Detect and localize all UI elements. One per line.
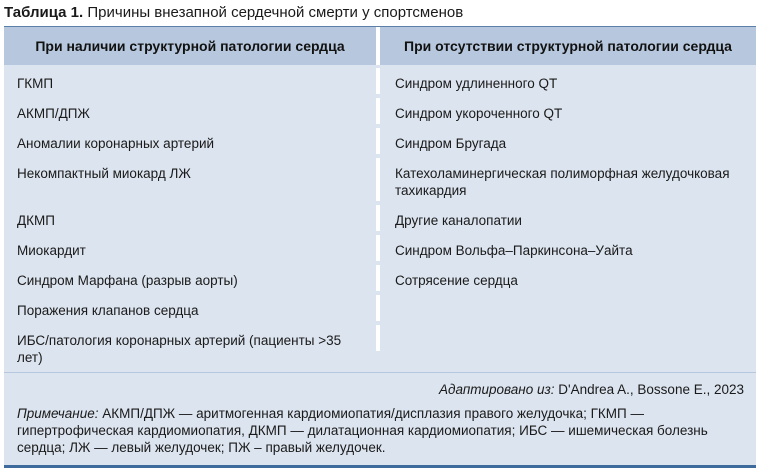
cell-structural: ГКМП	[4, 68, 376, 94]
cell-structural: Аномалии коронарных артерий	[4, 128, 376, 154]
cell-non-structural: Катехоламинергическая полиморфная желудочковая тахикардия	[380, 158, 756, 201]
table-row	[4, 205, 756, 231]
table-row	[4, 128, 756, 154]
table-note	[17, 405, 745, 456]
table-header	[4, 26, 756, 65]
caption-label: Таблица 1.	[4, 4, 84, 21]
header-non-structural: При отсутствии структурной патологии сердца	[404, 38, 732, 54]
cell-non-structural	[380, 295, 756, 321]
cell-structural: Синдром Марфана (разрыв аорты)	[4, 265, 376, 291]
header-structural: При наличии структурной патологии сердца	[35, 38, 345, 54]
table-row	[4, 325, 756, 365]
table-row	[4, 98, 756, 124]
caption-title: Причины внезапной сердечной смерти у спортсменов	[83, 4, 464, 21]
cell-non-structural: Синдром укороченного QT	[380, 98, 756, 124]
cell-non-structural: Синдром Вольфа–Паркинсона–Уайта	[380, 235, 756, 261]
source-label: Адаптировано из:	[439, 382, 555, 397]
cell-structural: Поражения клапанов сердца	[4, 295, 376, 321]
cell-structural: АКМП/ДПЖ	[4, 98, 376, 124]
note-label: Примечание:	[17, 406, 99, 421]
cell-structural: ИБС/патология коронарных артерий (пациенты >35 лет)	[4, 325, 376, 351]
cell-structural: Некомпактный миокард ЛЖ	[4, 158, 376, 201]
table-row	[4, 68, 756, 94]
cell-non-structural	[380, 325, 756, 351]
cell-non-structural: Синдром Бругада	[380, 128, 756, 154]
causes-table	[4, 26, 756, 468]
table-caption	[4, 3, 463, 23]
table-row	[4, 265, 756, 291]
source-text: D'Andrea A., Bossone E., 2023	[554, 382, 744, 397]
note-text: АКМП/ДПЖ — аритмогенная кардиомиопатия/дисплазия правого желудочка; ГКМП — гипертрофическая кардиомиопатия, ДКМП — дилатационная кардиомиопатия; ИБС — ишемическая болезнь сердца; ЛЖ — левый желудочек; ПЖ – правый желудочек.	[17, 406, 708, 455]
source-attribution	[439, 381, 744, 398]
table-row	[4, 235, 756, 261]
cell-non-structural: Сотрясение сердца	[380, 265, 756, 291]
cell-non-structural: Другие каналопатии	[380, 205, 756, 231]
table-row	[4, 158, 756, 201]
cell-non-structural: Синдром удлиненного QT	[380, 68, 756, 94]
cell-structural: Миокардит	[4, 235, 376, 261]
cell-structural: ДКМП	[4, 205, 376, 231]
table-row	[4, 295, 756, 321]
table-footer	[4, 372, 756, 465]
table-body	[4, 68, 756, 365]
